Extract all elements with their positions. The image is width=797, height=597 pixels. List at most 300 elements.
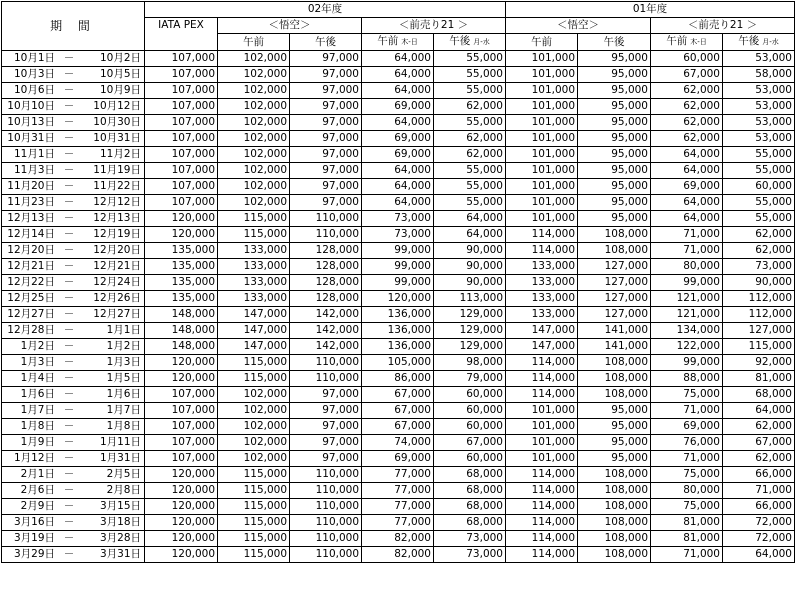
period-dash: －	[63, 116, 75, 128]
period-dash: －	[63, 436, 75, 448]
maeuri-01-pm-cell: 112,000	[723, 291, 795, 307]
maeuri-01-pm-cell: 72,000	[723, 515, 795, 531]
maeuri-01-pm-cell: 64,000	[723, 547, 795, 563]
iata-pex-cell: 107,000	[145, 51, 218, 67]
period-dash: －	[63, 532, 75, 544]
period-cell	[2, 323, 145, 339]
goku-02-am-cell: 133,000	[218, 259, 290, 275]
period-end: 12月19日	[93, 228, 141, 240]
goku-02-pm-cell: 110,000	[290, 483, 362, 499]
period-start: 2月6日	[20, 484, 55, 496]
period-end: 10月30日	[93, 116, 141, 128]
goku-01-am-cell: 101,000	[506, 195, 578, 211]
period-dash: －	[63, 468, 75, 480]
maeuri-01-pm-cell: 72,000	[723, 531, 795, 547]
maeuri-01-pm-cell: 67,000	[723, 435, 795, 451]
maeuri-01-pm-cell: 53,000	[723, 83, 795, 99]
pm-label: 午後	[603, 35, 625, 48]
maeuri-01-pm-cell: 92,000	[723, 355, 795, 371]
period-range	[5, 339, 141, 354]
goku-01-am-cell: 101,000	[506, 115, 578, 131]
goku-02-am-cell: 147,000	[218, 307, 290, 323]
maeuri-02-am-cell: 99,000	[362, 259, 434, 275]
goku-02-pm-cell: 97,000	[290, 115, 362, 131]
period-range	[5, 115, 141, 130]
table-row	[2, 211, 795, 227]
table-row	[2, 51, 795, 67]
fy02-header: 02年度	[145, 2, 506, 18]
maeuri-01-pm-cell: 62,000	[723, 451, 795, 467]
period-cell	[2, 515, 145, 531]
maeuri-02-am-cell: 64,000	[362, 115, 434, 131]
period-cell	[2, 435, 145, 451]
iata-pex-cell: 107,000	[145, 115, 218, 131]
iata-pex-cell: 107,000	[145, 435, 218, 451]
goku-01-pm-cell: 108,000	[578, 387, 651, 403]
maeuri-01-am-cell: 80,000	[651, 259, 723, 275]
period-end: 12月21日	[93, 260, 141, 272]
period-range	[5, 451, 141, 466]
maeuri-02-pm-cell: 73,000	[434, 547, 506, 563]
goku-01-pm-cell: 127,000	[578, 259, 651, 275]
maeuri-02-am-cell: 64,000	[362, 51, 434, 67]
goku-02-pm-cell: 97,000	[290, 451, 362, 467]
period-range	[5, 323, 141, 338]
maeuri-01-am-cell: 69,000	[651, 179, 723, 195]
period-dash: －	[63, 148, 75, 160]
table-row	[2, 435, 795, 451]
maeuri-01-pm-cell: 73,000	[723, 259, 795, 275]
period-dash: －	[63, 308, 75, 320]
goku-01-pm-cell: 95,000	[578, 115, 651, 131]
period-range	[5, 547, 141, 562]
maeuri-01-am-cell: 62,000	[651, 99, 723, 115]
period-end: 1月11日	[99, 436, 141, 448]
goku-01-pm-cell: 108,000	[578, 243, 651, 259]
maeuri-01-am-cell: 60,000	[651, 51, 723, 67]
goku-02-am-cell: 133,000	[218, 291, 290, 307]
goku-02-pm-cell: 97,000	[290, 51, 362, 67]
period-dash: －	[63, 52, 75, 64]
maeuri-02-pm-cell: 98,000	[434, 355, 506, 371]
goku-02-pm-cell: 142,000	[290, 323, 362, 339]
maeuri-01-pm-cell: 60,000	[723, 179, 795, 195]
maeuri-02-pm-cell: 62,000	[434, 147, 506, 163]
goku-01-pm-cell: 108,000	[578, 371, 651, 387]
maeuri-02-am-cell: 99,000	[362, 243, 434, 259]
period-end: 1月1日	[106, 324, 141, 336]
table-row	[2, 227, 795, 243]
maeuri-01-pm-cell: 62,000	[723, 243, 795, 259]
goku-02-am-cell: 102,000	[218, 163, 290, 179]
period-range	[5, 467, 141, 482]
period-dash: －	[63, 484, 75, 496]
goku-02-am-cell: 115,000	[218, 515, 290, 531]
iata-pex-cell: 120,000	[145, 355, 218, 371]
maeuri-01-am-cell: 64,000	[651, 195, 723, 211]
table-row	[2, 115, 795, 131]
goku-01-pm-cell: 95,000	[578, 147, 651, 163]
maeuri-02-pm-cell: 62,000	[434, 99, 506, 115]
period-end: 12月24日	[93, 276, 141, 288]
pm-label: 午後	[738, 35, 760, 47]
goku-02-am-cell: 102,000	[218, 195, 290, 211]
goku-01-am-cell: 114,000	[506, 531, 578, 547]
maeuri-02-pm-cell: 60,000	[434, 403, 506, 419]
maeuri-02-pm-cell: 60,000	[434, 387, 506, 403]
maeuri-02-pm-cell: 62,000	[434, 131, 506, 147]
period-start: 10月10日	[7, 100, 55, 112]
goku-02-header: ＜悟空＞	[218, 18, 362, 34]
period-start: 10月13日	[7, 116, 55, 128]
goku-02-am-cell: 102,000	[218, 435, 290, 451]
goku-01-am-cell: 114,000	[506, 243, 578, 259]
maeuri-01-am-cell: 64,000	[651, 163, 723, 179]
period-start: 12月21日	[7, 260, 55, 272]
maeuri-02-am-cell: 64,000	[362, 195, 434, 211]
period-cell	[2, 259, 145, 275]
maeuri-02-am-cell: 77,000	[362, 515, 434, 531]
maeuri-01-am-cell: 71,000	[651, 227, 723, 243]
period-dash: －	[63, 292, 75, 304]
goku-01-pm-cell: 95,000	[578, 51, 651, 67]
maeuri-01-pm-cell: 53,000	[723, 115, 795, 131]
period-cell	[2, 291, 145, 307]
iata-pex-header: IATA PEX	[145, 18, 218, 51]
maeuri-01-am-cell: 121,000	[651, 291, 723, 307]
maeuri-01-am-cell: 62,000	[651, 131, 723, 147]
period-range	[5, 291, 141, 306]
maeuri-01-am-cell: 134,000	[651, 323, 723, 339]
period-range	[5, 83, 141, 98]
iata-pex-cell: 107,000	[145, 163, 218, 179]
maeuri-02-am-cell: 69,000	[362, 147, 434, 163]
maeuri-02-am-cell: 82,000	[362, 547, 434, 563]
maeuri-01-am-cell: 69,000	[651, 419, 723, 435]
period-end: 3月18日	[99, 516, 141, 528]
maeuri-02-pm-cell: 55,000	[434, 67, 506, 83]
iata-pex-cell: 107,000	[145, 179, 218, 195]
goku-02-am-cell: 115,000	[218, 371, 290, 387]
period-cell	[2, 179, 145, 195]
maeuri-02-am-cell: 136,000	[362, 307, 434, 323]
period-dash: －	[63, 276, 75, 288]
period-range	[5, 211, 141, 226]
maeuri-01-am-cell: 64,000	[651, 211, 723, 227]
goku-01-am-cell: 114,000	[506, 547, 578, 563]
goku-02-pm-cell: 97,000	[290, 435, 362, 451]
maeuri-01-pm-cell: 55,000	[723, 163, 795, 179]
goku-01-pm-cell: 108,000	[578, 515, 651, 531]
goku-02-am-cell: 147,000	[218, 339, 290, 355]
maeuri-02-pm-cell: 90,000	[434, 275, 506, 291]
maeuri-01-am-cell: 99,000	[651, 355, 723, 371]
maeuri-02-am-cell: 64,000	[362, 179, 434, 195]
goku-02-pm-cell: 97,000	[290, 163, 362, 179]
maeuri-01-pm-cell: 127,000	[723, 323, 795, 339]
period-end: 12月26日	[93, 292, 141, 304]
goku-02-pm-cell: 128,000	[290, 243, 362, 259]
period-cell	[2, 67, 145, 83]
maeuri-01-am-cell: 62,000	[651, 83, 723, 99]
goku-01-pm-cell: 95,000	[578, 451, 651, 467]
goku-01-pm-cell: 95,000	[578, 99, 651, 115]
goku-01-header: ＜悟空＞	[506, 18, 651, 34]
maeuri-01-pm-cell: 66,000	[723, 499, 795, 515]
period-start: 3月29日	[13, 548, 55, 560]
goku-01-am-cell: 101,000	[506, 211, 578, 227]
period-end: 1月5日	[106, 372, 141, 384]
period-cell	[2, 115, 145, 131]
maeuri-01-pm-cell: 53,000	[723, 51, 795, 67]
period-range	[5, 99, 141, 114]
goku-01-pm-cell: 108,000	[578, 227, 651, 243]
maeuri-02-am-header	[362, 34, 434, 51]
table-row	[2, 403, 795, 419]
period-range	[5, 259, 141, 274]
period-range	[5, 67, 141, 82]
goku-02-am-cell: 115,000	[218, 499, 290, 515]
maeuri-01-am-cell: 121,000	[651, 307, 723, 323]
goku-02-pm-cell: 142,000	[290, 339, 362, 355]
maeuri-01-pm-cell: 66,000	[723, 467, 795, 483]
goku-02-pm-cell: 128,000	[290, 291, 362, 307]
period-end: 3月15日	[99, 500, 141, 512]
goku-02-am-cell: 102,000	[218, 115, 290, 131]
goku-01-pm-cell: 108,000	[578, 467, 651, 483]
iata-pex-cell: 135,000	[145, 291, 218, 307]
maeuri-01-pm-cell: 64,000	[723, 403, 795, 419]
maeuri-01-pm-cell: 55,000	[723, 211, 795, 227]
goku-01-pm-cell: 108,000	[578, 531, 651, 547]
maeuri-01-pm-cell: 115,000	[723, 339, 795, 355]
period-dash: －	[63, 420, 75, 432]
period-dash: －	[63, 68, 75, 80]
goku-02-am-cell: 102,000	[218, 179, 290, 195]
table-row	[2, 147, 795, 163]
goku-02-am-cell: 115,000	[218, 355, 290, 371]
maeuri-02-pm-cell: 64,000	[434, 211, 506, 227]
period-range	[5, 243, 141, 258]
period-end: 1月2日	[106, 340, 141, 352]
period-end: 12月13日	[93, 212, 141, 224]
maeuri-01-am-cell: 75,000	[651, 499, 723, 515]
goku-02-am-cell: 115,000	[218, 547, 290, 563]
goku-02-pm-cell: 97,000	[290, 195, 362, 211]
goku-02-am-cell: 102,000	[218, 67, 290, 83]
goku-02-pm-cell: 97,000	[290, 147, 362, 163]
period-range	[5, 499, 141, 514]
maeuri-02-pm-cell: 67,000	[434, 435, 506, 451]
maeuri-02-pm-cell: 129,000	[434, 307, 506, 323]
goku-02-am-cell: 115,000	[218, 227, 290, 243]
goku-02-pm-cell: 97,000	[290, 419, 362, 435]
period-start: 11月1日	[13, 148, 55, 160]
goku-01-am-cell: 101,000	[506, 51, 578, 67]
period-start: 12月14日	[7, 228, 55, 240]
goku-01-pm-cell: 95,000	[578, 435, 651, 451]
goku-01-pm-cell: 95,000	[578, 403, 651, 419]
period-start: 12月28日	[7, 324, 55, 336]
period-start: 2月9日	[20, 500, 55, 512]
period-cell	[2, 307, 145, 323]
table-row	[2, 99, 795, 115]
period-cell	[2, 371, 145, 387]
goku-01-pm-cell: 127,000	[578, 291, 651, 307]
goku-01-am-cell: 133,000	[506, 307, 578, 323]
goku-01-pm-cell: 141,000	[578, 339, 651, 355]
period-start: 2月1日	[20, 468, 55, 480]
goku-01-am-cell: 114,000	[506, 371, 578, 387]
goku-01-am-cell: 101,000	[506, 179, 578, 195]
maeuri-01-am-cell: 81,000	[651, 515, 723, 531]
goku-02-am-cell: 115,000	[218, 211, 290, 227]
period-end: 3月31日	[99, 548, 141, 560]
goku-02-pm-cell: 110,000	[290, 515, 362, 531]
goku-01-am-cell: 101,000	[506, 435, 578, 451]
period-range	[5, 355, 141, 370]
goku-02-pm-cell: 110,000	[290, 355, 362, 371]
period-range	[5, 179, 141, 194]
goku-02-am-cell: 115,000	[218, 467, 290, 483]
table-row	[2, 339, 795, 355]
goku-02-pm-cell: 110,000	[290, 211, 362, 227]
goku-02-am-cell: 147,000	[218, 323, 290, 339]
period-end: 2月5日	[106, 468, 141, 480]
table-row	[2, 307, 795, 323]
period-end: 1月8日	[106, 420, 141, 432]
period-start: 12月22日	[7, 276, 55, 288]
maeuri-02-am-cell: 69,000	[362, 99, 434, 115]
maeuri-01-pm-header	[723, 34, 795, 51]
maeuri-02-am-cell: 86,000	[362, 371, 434, 387]
maeuri-02-am-cell: 69,000	[362, 131, 434, 147]
maeuri-02-am-cell: 99,000	[362, 275, 434, 291]
period-cell	[2, 275, 145, 291]
period-range	[5, 163, 141, 178]
period-cell	[2, 227, 145, 243]
goku-01-am-cell: 133,000	[506, 291, 578, 307]
period-start: 12月20日	[7, 244, 55, 256]
maeuri-02-pm-cell: 73,000	[434, 531, 506, 547]
iata-pex-cell: 107,000	[145, 195, 218, 211]
maeuri-01-pm-cell: 81,000	[723, 371, 795, 387]
maeuri-02-am-cell: 77,000	[362, 499, 434, 515]
maeuri-01-pm-cell: 55,000	[723, 147, 795, 163]
period-cell	[2, 51, 145, 67]
goku-02-pm-cell: 97,000	[290, 403, 362, 419]
period-range	[5, 51, 141, 66]
period-cell	[2, 483, 145, 499]
maeuri-02-pm-cell: 113,000	[434, 291, 506, 307]
period-cell	[2, 243, 145, 259]
iata-pex-cell: 148,000	[145, 323, 218, 339]
period-end: 2月8日	[106, 484, 141, 496]
maeuri-02-am-cell: 82,000	[362, 531, 434, 547]
maeuri-02-am-cell: 77,000	[362, 467, 434, 483]
maeuri-01-am-header	[651, 34, 723, 51]
period-end: 11月2日	[99, 148, 141, 160]
goku-01-pm-cell: 95,000	[578, 419, 651, 435]
goku-02-pm-cell: 110,000	[290, 227, 362, 243]
maeuri-01-am-cell: 71,000	[651, 403, 723, 419]
am-label: 午前	[666, 35, 688, 47]
goku-02-pm-cell: 97,000	[290, 387, 362, 403]
period-start: 1月3日	[20, 356, 55, 368]
table-row	[2, 131, 795, 147]
period-dash: －	[63, 100, 75, 112]
goku-02-pm-cell: 110,000	[290, 499, 362, 515]
am-days-label: 木-日	[690, 38, 707, 46]
period-dash: －	[63, 212, 75, 224]
period-dash: －	[63, 404, 75, 416]
goku-01-am-cell: 101,000	[506, 451, 578, 467]
maeuri-01-am-cell: 71,000	[651, 243, 723, 259]
iata-pex-cell: 120,000	[145, 547, 218, 563]
period-end: 10月9日	[99, 84, 141, 96]
period-start: 1月6日	[20, 388, 55, 400]
goku-02-am-cell: 102,000	[218, 419, 290, 435]
goku-01-pm-cell: 95,000	[578, 83, 651, 99]
maeuri-02-pm-cell: 90,000	[434, 259, 506, 275]
iata-pex-cell: 107,000	[145, 83, 218, 99]
iata-pex-cell: 107,000	[145, 451, 218, 467]
goku-02-am-header	[218, 34, 290, 51]
am-label: 午前	[377, 35, 399, 47]
goku-02-am-cell: 102,000	[218, 131, 290, 147]
table-body	[2, 51, 795, 563]
maeuri-02-am-cell: 67,000	[362, 403, 434, 419]
table-row	[2, 243, 795, 259]
period-cell	[2, 195, 145, 211]
period-cell	[2, 131, 145, 147]
period-range	[5, 307, 141, 322]
am-label: 午前	[531, 35, 552, 48]
goku-01-am-cell: 101,000	[506, 67, 578, 83]
period-range	[5, 531, 141, 546]
period-range	[5, 387, 141, 402]
goku-01-am-cell: 101,000	[506, 131, 578, 147]
period-start: 11月3日	[13, 164, 55, 176]
maeuri-01-pm-cell: 112,000	[723, 307, 795, 323]
maeuri-02-am-cell: 64,000	[362, 83, 434, 99]
maeuri-02-pm-cell: 68,000	[434, 483, 506, 499]
goku-02-am-cell: 115,000	[218, 483, 290, 499]
maeuri-01-am-cell: 76,000	[651, 435, 723, 451]
goku-02-am-cell: 102,000	[218, 147, 290, 163]
period-dash: －	[63, 164, 75, 176]
maeuri-02-pm-cell: 55,000	[434, 83, 506, 99]
goku-01-am-cell: 114,000	[506, 227, 578, 243]
maeuri-02-pm-cell: 55,000	[434, 115, 506, 131]
goku-01-pm-cell: 95,000	[578, 163, 651, 179]
maeuri-02-pm-cell: 129,000	[434, 339, 506, 355]
goku-01-am-cell: 147,000	[506, 323, 578, 339]
period-range	[5, 147, 141, 162]
maeuri-02-pm-cell: 55,000	[434, 51, 506, 67]
fare-table	[1, 1, 795, 563]
maeuri-01-am-cell: 67,000	[651, 67, 723, 83]
table-row	[2, 547, 795, 563]
maeuri-01-am-cell: 88,000	[651, 371, 723, 387]
goku-02-pm-cell: 97,000	[290, 67, 362, 83]
maeuri-02-pm-header	[434, 34, 506, 51]
maeuri-02-am-cell: 74,000	[362, 435, 434, 451]
maeuri-01-pm-cell: 58,000	[723, 67, 795, 83]
iata-pex-cell: 120,000	[145, 211, 218, 227]
maeuri-01-am-cell: 71,000	[651, 547, 723, 563]
goku-02-am-cell: 102,000	[218, 387, 290, 403]
